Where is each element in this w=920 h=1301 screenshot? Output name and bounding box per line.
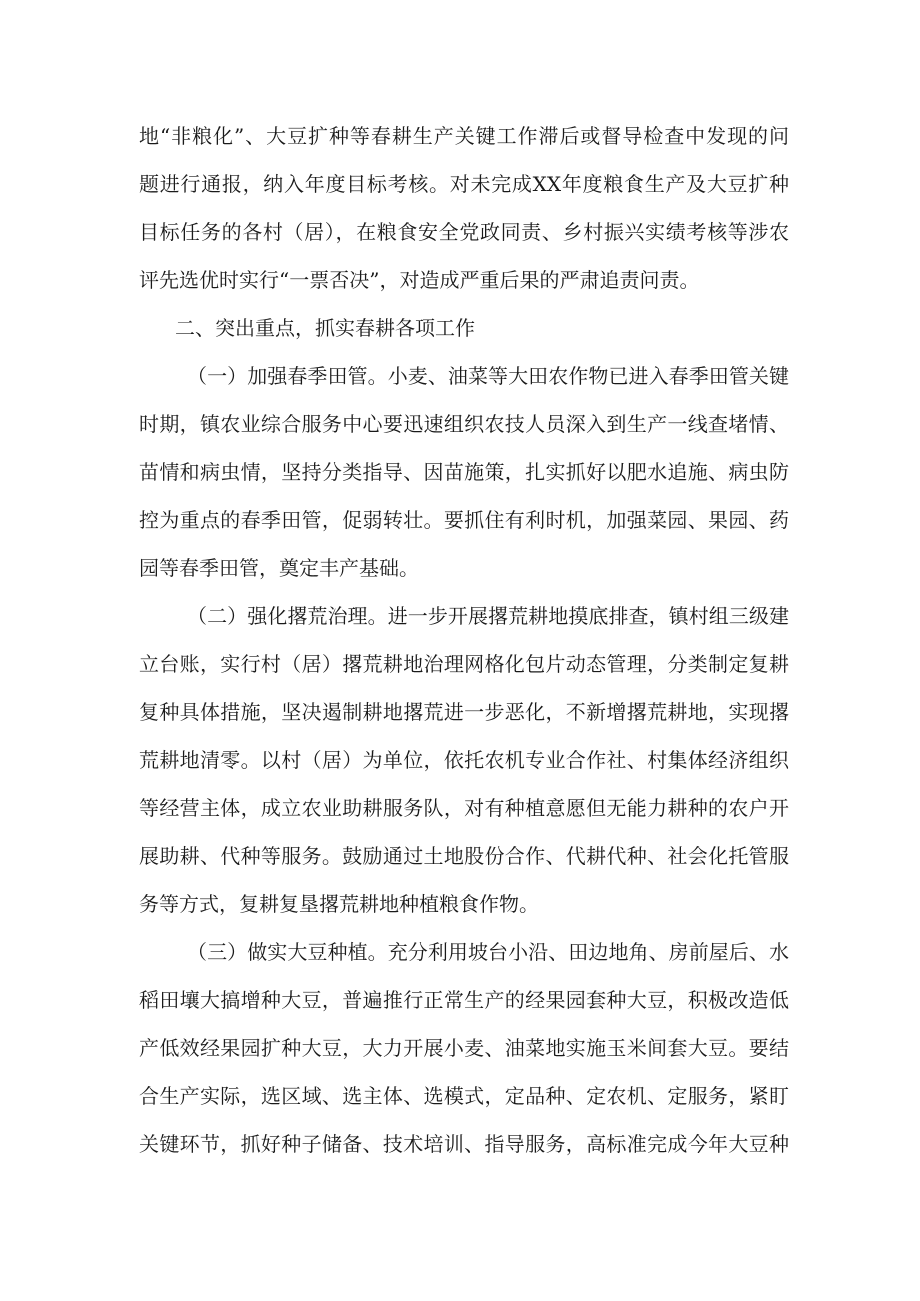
text-line: 地“非粮化”、大豆扩种等春耕生产关键工作滞后或督导检查中发现的问 bbox=[139, 124, 789, 148]
text-line: （一）加强春季田管。小麦、油菜等大田农作物已进入春季田管关键 bbox=[187, 364, 789, 388]
text-line: 控为重点的春季田管，促弱转壮。要抓住有利时机，加强菜园、果园、药 bbox=[139, 508, 789, 532]
text-line: 目标任务的各村（居），在粮食安全党政同责、乡村振兴实绩考核等涉农 bbox=[139, 220, 789, 244]
text-line: 产低效经果园扩种大豆，大力开展小麦、油菜地实施玉米间套大豆。要结 bbox=[139, 1036, 789, 1060]
text-line: 园等春季田管，奠定丰产基础。 bbox=[139, 556, 419, 580]
text-line: 题进行通报，纳入年度目标考核。对未完成XX年度粮食生产及大豆扩种 bbox=[139, 172, 789, 196]
text-line: 等经营主体，成立农业助耕服务队，对有种植意愿但无能力耕种的农户开 bbox=[139, 796, 789, 820]
text-line: 荒耕地清零。以村（居）为单位，依托农机专业合作社、村集体经济组织 bbox=[139, 748, 789, 772]
section-heading: 二、突出重点，抓实春耕各项工作 bbox=[175, 316, 475, 340]
text-line: 合生产实际，选区域、选主体、选模式，定品种、定农机、定服务，紧盯 bbox=[139, 1084, 789, 1108]
text-line: 稻田壤大搞增种大豆，普遍推行正常生产的经果园套种大豆，积极改造低 bbox=[139, 988, 789, 1012]
text-line: 复种具体措施，坚决遏制耕地撂荒进一步恶化，不新增撂荒耕地，实现撂 bbox=[139, 700, 789, 724]
text-line: 评先选优时实行“一票否决”，对造成严重后果的严肃追责问责。 bbox=[139, 268, 700, 292]
text-line: 务等方式，复耕复垦撂荒耕地种植粮食作物。 bbox=[139, 892, 539, 916]
text-line: （三）做实大豆种植。充分利用坡台小沿、田边地角、房前屋后、水 bbox=[187, 940, 789, 964]
text-line: 时期，镇农业综合服务中心要迅速组织农技人员深入到生产一线查堵情、 bbox=[139, 412, 789, 436]
text-line: 展助耕、代种等服务。鼓励通过土地股份合作、代耕代种、社会化托管服 bbox=[139, 844, 789, 868]
text-line: （二）强化撂荒治理。进一步开展撂荒耕地摸底排查，镇村组三级建 bbox=[187, 604, 789, 628]
text-line: 苗情和病虫情，坚持分类指导、因苗施策，扎实抓好以肥水追施、病虫防 bbox=[139, 460, 789, 484]
text-line: 立台账，实行村（居）撂荒耕地治理网格化包片动态管理，分类制定复耕 bbox=[139, 652, 789, 676]
text-line: 关键环节，抓好种子储备、技术培训、指导服务，高标准完成今年大豆种 bbox=[139, 1132, 789, 1156]
